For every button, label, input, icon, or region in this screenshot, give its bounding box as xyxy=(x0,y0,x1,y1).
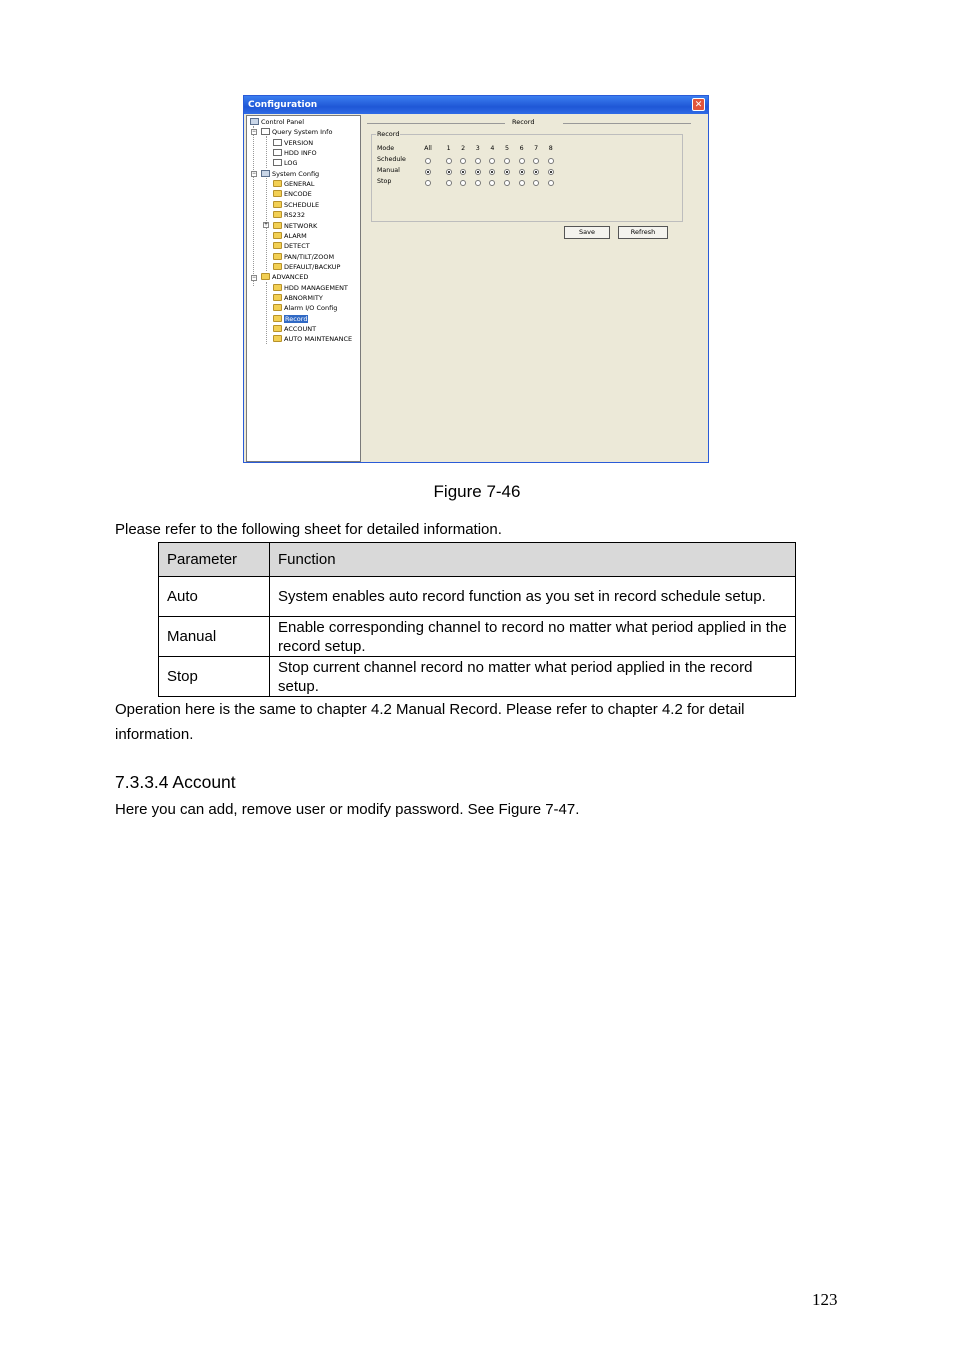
tree-item[interactable] xyxy=(273,262,340,272)
tree-item[interactable] xyxy=(273,148,317,158)
param-cell: Auto xyxy=(159,577,270,617)
mode-radio[interactable] xyxy=(475,169,481,175)
close-icon[interactable]: ✕ xyxy=(692,98,705,111)
mode-radio[interactable] xyxy=(548,169,554,175)
mode-radio[interactable] xyxy=(475,180,481,186)
channel-header: 8 xyxy=(548,145,553,152)
expand-network-icon[interactable]: + xyxy=(264,222,268,228)
figure-caption: Figure 7-46 xyxy=(433,482,521,501)
tree-item-label: SCHEDULE xyxy=(284,200,320,209)
folder-icon xyxy=(273,232,282,239)
tree-item-label: ALARM xyxy=(284,231,307,240)
section-heading: 7.3.3.4 Account xyxy=(115,772,236,792)
collapse-advanced-icon[interactable]: − xyxy=(252,275,256,281)
tree-item[interactable] xyxy=(273,314,308,324)
collapse-system-icon[interactable]: − xyxy=(252,171,256,177)
folder-icon xyxy=(273,325,282,332)
folder-icon xyxy=(273,242,282,249)
tree-item-label: NETWORK xyxy=(284,221,318,230)
tree-item-label: ADVANCED xyxy=(272,273,309,282)
tree-item[interactable] xyxy=(273,334,352,344)
tree-item[interactable] xyxy=(273,179,314,189)
mode-radio[interactable] xyxy=(533,180,539,186)
page-number: 123 xyxy=(812,1290,838,1309)
document-icon xyxy=(261,128,270,135)
mode-radio[interactable] xyxy=(425,169,431,175)
tree-item[interactable] xyxy=(273,189,312,199)
tree-item[interactable] xyxy=(273,231,307,241)
document-icon xyxy=(273,149,282,156)
config-icon xyxy=(261,170,270,177)
window-title-bar xyxy=(244,96,708,114)
group-label: Record xyxy=(377,130,400,138)
tree-item-label: HDD MANAGEMENT xyxy=(284,283,348,292)
operation-text-line1: Operation here is the same to chapter 4.2 Manual Record. Please refer to chapter 4.2 for detail xyxy=(115,701,745,718)
document-icon xyxy=(273,159,282,166)
channel-header: 5 xyxy=(504,145,509,152)
function-cell: Stop current channel record no matter what period applied in the record setup. xyxy=(270,657,796,697)
tree-item-label: Alarm I/O Config xyxy=(284,304,338,313)
mode-radio[interactable] xyxy=(533,169,539,175)
tree-item-label: DETECT xyxy=(284,242,310,251)
mode-radio[interactable] xyxy=(460,180,466,186)
mode-radio[interactable] xyxy=(533,158,539,164)
mode-radio[interactable] xyxy=(489,180,495,186)
mode-radio[interactable] xyxy=(475,158,481,164)
mode-radio[interactable] xyxy=(460,169,466,175)
folder-icon xyxy=(273,304,282,311)
tree-item-label: DEFAULT/BACKUP xyxy=(284,262,341,271)
folder-icon xyxy=(273,253,282,260)
mode-radio[interactable] xyxy=(425,180,431,186)
parameter-table xyxy=(158,542,796,697)
tree-item-label: Record xyxy=(285,314,308,323)
table-row xyxy=(159,617,796,657)
tree-item-label: LOG xyxy=(284,159,298,168)
channel-header: 7 xyxy=(534,145,539,152)
tree-item[interactable] xyxy=(273,210,305,220)
tree-item-label: RS232 xyxy=(284,211,306,220)
channel-header: 6 xyxy=(519,145,524,152)
folder-icon xyxy=(273,315,282,322)
mode-row-label: Schedule xyxy=(377,156,406,163)
table-row xyxy=(159,657,796,697)
mode-radio[interactable] xyxy=(519,158,525,164)
tree-item[interactable] xyxy=(273,221,317,231)
param-cell: Manual xyxy=(159,617,270,657)
mode-radio[interactable] xyxy=(489,158,495,164)
channel-header: 1 xyxy=(446,145,451,152)
channel-header: 4 xyxy=(490,145,495,152)
refresh-button[interactable]: Refresh xyxy=(618,226,668,239)
mode-radio[interactable] xyxy=(519,180,525,186)
header-function: Function xyxy=(270,543,796,577)
mode-radio[interactable] xyxy=(548,158,554,164)
tree-item-label: ABNORMITY xyxy=(284,293,323,302)
header-parameter: Parameter xyxy=(159,543,270,577)
tree-item[interactable] xyxy=(273,283,348,293)
mode-radio[interactable] xyxy=(446,158,452,164)
folder-icon xyxy=(273,263,282,270)
folder-icon xyxy=(273,335,282,342)
channel-header: All xyxy=(424,145,432,152)
mode-row-label: Manual xyxy=(377,167,400,174)
mode-label: Mode xyxy=(377,145,395,152)
mode-radio[interactable] xyxy=(504,180,510,186)
record-panel xyxy=(361,115,708,462)
tree-item[interactable] xyxy=(273,158,298,168)
tree-item-label: HDD INFO xyxy=(284,149,317,158)
mode-radio[interactable] xyxy=(519,169,525,175)
window-title: Configuration xyxy=(248,100,318,110)
folder-icon xyxy=(273,294,282,301)
advanced-icon xyxy=(261,273,270,280)
tree-item-label: ENCODE xyxy=(284,190,312,199)
tree-item[interactable] xyxy=(273,252,334,262)
intro-text: Please refer to the following sheet for detailed information. xyxy=(115,521,502,538)
tree-item[interactable] xyxy=(273,293,323,303)
function-cell: System enables auto record function as you set in record schedule setup. xyxy=(270,577,796,617)
account-text: Here you can add, remove user or modify password. See Figure 7-47. xyxy=(115,801,580,818)
tree-item[interactable] xyxy=(273,324,316,334)
tree-item-label: Control Panel xyxy=(261,118,305,126)
mode-radio[interactable] xyxy=(460,158,466,164)
record-group xyxy=(371,130,683,236)
mode-radio[interactable] xyxy=(446,180,452,186)
folder-icon xyxy=(273,190,282,197)
table-header-row xyxy=(159,543,796,577)
tree-item[interactable] xyxy=(273,303,337,313)
function-cell: Enable corresponding channel to record no matter what period applied in the record setup. xyxy=(270,617,796,657)
tree-item[interactable] xyxy=(273,138,313,148)
tree-item[interactable] xyxy=(261,272,308,282)
folder-icon xyxy=(273,284,282,291)
tree-item-label: System Config xyxy=(272,169,320,178)
tree-item[interactable] xyxy=(273,241,310,251)
configuration-window xyxy=(243,95,709,463)
save-button[interactable]: Save xyxy=(564,226,610,239)
panel-header xyxy=(367,118,691,128)
table-row xyxy=(159,577,796,617)
panel-title: Record xyxy=(512,118,535,126)
folder-icon xyxy=(273,180,282,187)
channel-header: 3 xyxy=(475,145,480,152)
collapse-query-icon[interactable]: − xyxy=(252,129,256,135)
tree-item[interactable] xyxy=(261,127,332,137)
channel-header: 2 xyxy=(461,145,466,152)
tree-item[interactable] xyxy=(250,117,304,127)
tree-item-label: ACCOUNT xyxy=(284,325,317,333)
mode-radio[interactable] xyxy=(489,169,495,175)
operation-text-line2: information. xyxy=(115,726,194,743)
mode-radio[interactable] xyxy=(504,158,510,164)
mode-row-label: Stop xyxy=(377,178,392,185)
mode-radio[interactable] xyxy=(446,169,452,175)
tree-item-label: VERSION xyxy=(284,138,314,147)
document-icon xyxy=(273,139,282,146)
tree-item-label: PAN/TILT/ZOOM xyxy=(284,252,335,261)
tree-item[interactable] xyxy=(261,169,319,179)
tree-item-label: Query System Info xyxy=(272,128,333,137)
tree-item-label: AUTO MAINTENANCE xyxy=(284,335,353,344)
folder-icon xyxy=(273,222,282,229)
folder-icon xyxy=(273,201,282,208)
mode-radio[interactable] xyxy=(504,169,510,175)
tree-item-label: GENERAL xyxy=(284,180,315,189)
mode-radio[interactable] xyxy=(425,158,431,164)
mode-radio[interactable] xyxy=(548,180,554,186)
computer-icon xyxy=(250,118,259,125)
folder-icon xyxy=(273,211,282,218)
param-cell: Stop xyxy=(159,657,270,697)
tree-item[interactable] xyxy=(273,200,319,210)
config-tree xyxy=(246,115,361,462)
